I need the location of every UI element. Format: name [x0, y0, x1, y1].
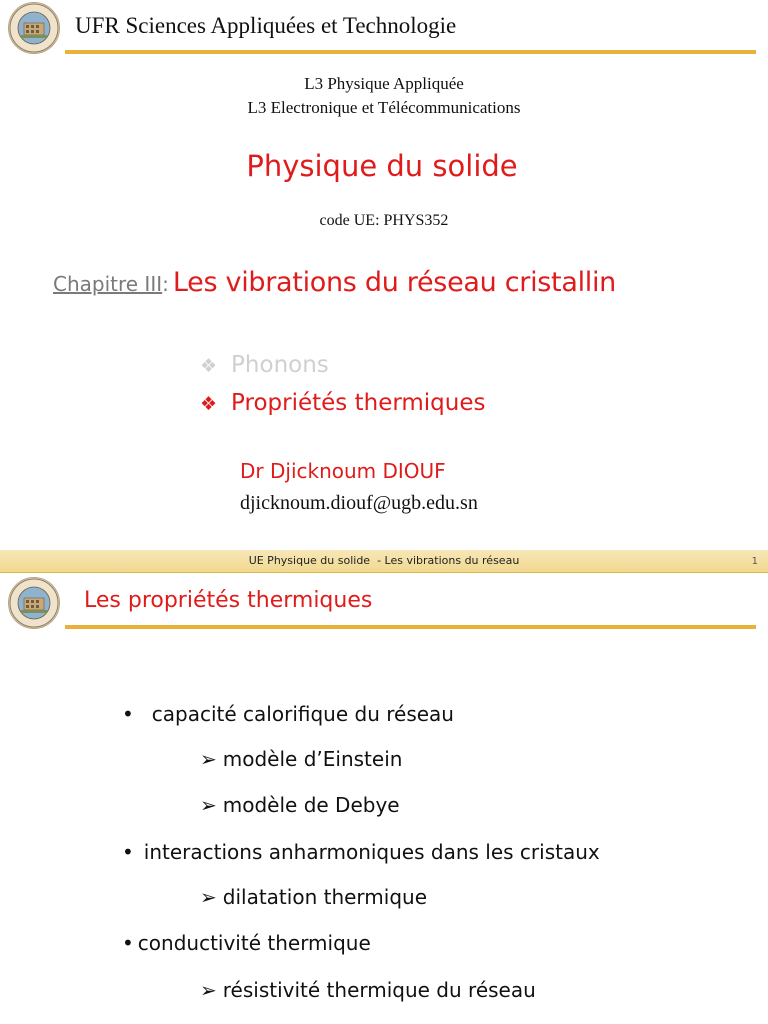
bullet-icon: •: [122, 702, 134, 726]
arrow-bullet-icon: ➢: [200, 747, 217, 771]
topic-phonons: [200, 352, 329, 378]
program-line-1: L3 Physique Appliquée: [304, 74, 464, 93]
topic-label: Phonons: [231, 352, 329, 378]
course-code: code UE: PHYS352: [319, 212, 449, 229]
list-item: [122, 840, 600, 864]
list-item: [200, 747, 402, 771]
bullet-icon: •: [122, 931, 134, 955]
header-divider: [65, 625, 756, 629]
list-item-text: capacité calorifique du réseau: [151, 702, 454, 726]
diamond-bullet-icon: ❖: [200, 355, 218, 377]
list-item-text: conductivité thermique: [137, 931, 371, 955]
slide-footer: [0, 550, 768, 573]
diamond-bullet-icon: ❖: [200, 393, 218, 415]
topic-label: Propriétés thermiques: [231, 390, 486, 416]
list-item: [122, 702, 454, 726]
list-item: [200, 885, 427, 909]
author-name: Dr Djicknoum DIOUF: [240, 459, 446, 483]
bullet-icon: •: [122, 840, 134, 864]
chapter-label: Chapitre III: [53, 272, 163, 296]
university-logo-icon: [8, 577, 60, 629]
slide-title: Les propriétés thermiques: [84, 588, 373, 613]
arrow-bullet-icon: ➢: [200, 978, 217, 1002]
list-item-text: modèle d’Einstein: [222, 747, 403, 771]
content-slide: [0, 550, 768, 1024]
topic-thermal: [200, 390, 486, 416]
list-item-text: dilatation thermique: [222, 885, 428, 909]
chapter-heading: [53, 267, 616, 298]
list-item: [200, 978, 536, 1002]
footer-text: UE Physique du solide - Les vibrations du réseau: [248, 554, 520, 567]
chapter-separator: :: [162, 272, 169, 296]
author-email: djicknoum.diouf@ugb.edu.sn: [240, 492, 478, 514]
arrow-bullet-icon: ➢: [200, 793, 217, 817]
list-item-text: modèle de Debye: [222, 793, 400, 817]
program-line-2: L3 Electronique et Télécommunications: [247, 98, 521, 117]
list-item: [200, 793, 400, 817]
list-item-text: résistivité thermique du réseau: [222, 978, 536, 1002]
list-item: [122, 931, 371, 955]
header-divider: [65, 50, 756, 54]
chapter-title: Les vibrations du réseau cristallin: [172, 267, 616, 298]
course-title: Physique du solide: [246, 149, 518, 183]
arrow-bullet-icon: ➢: [200, 885, 217, 909]
ufr-header-title: UFR Sciences Appliquées et Technologie: [75, 13, 457, 38]
university-logo-icon: [8, 2, 60, 54]
page-number: 1: [751, 556, 758, 567]
list-item-text: interactions anharmoniques dans les cristaux: [143, 840, 600, 864]
